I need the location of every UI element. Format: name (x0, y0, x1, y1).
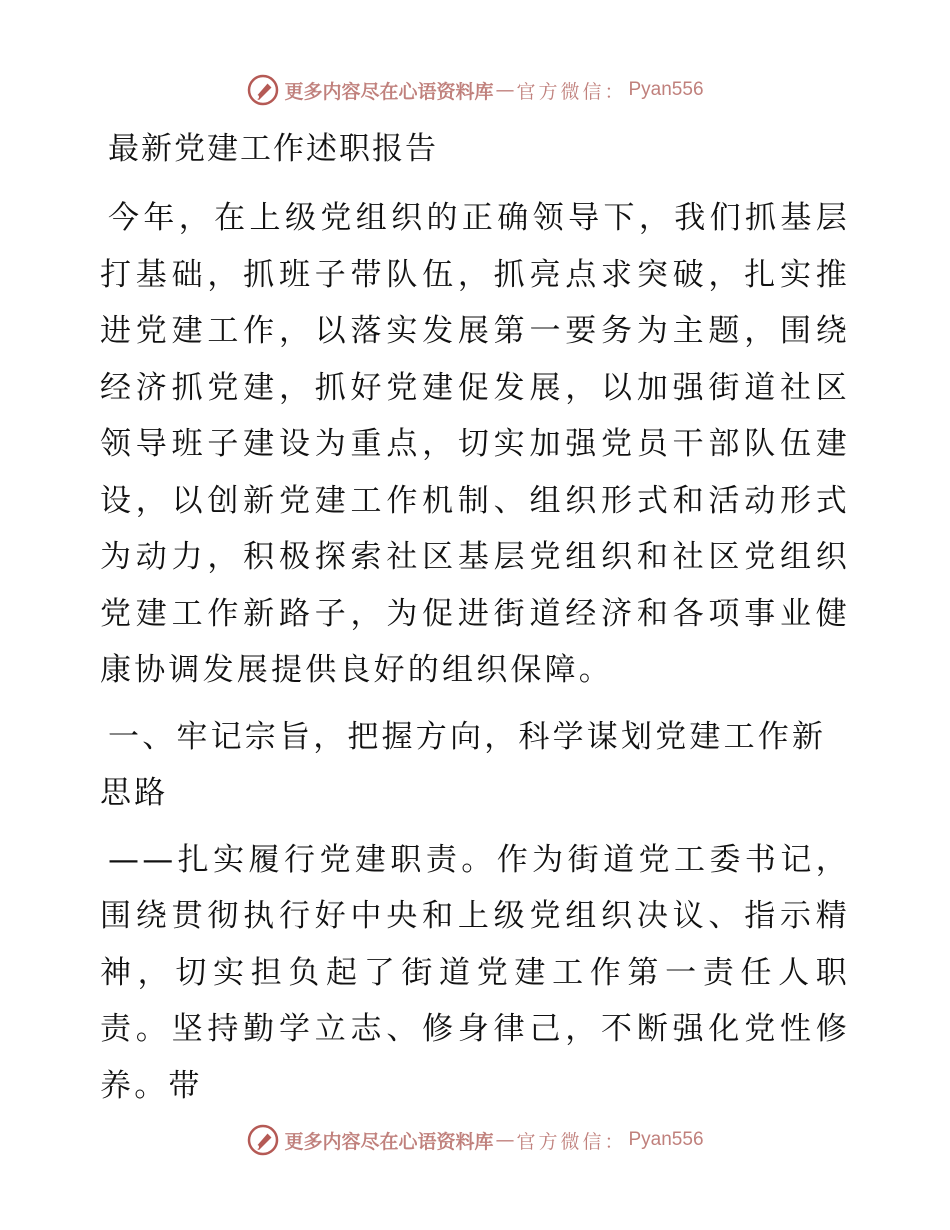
banner-wechat-label: 官方微信： (516, 1130, 627, 1153)
section-heading-1: 一、牢记宗旨，把握方向，科学谋划党建工作新思路 (100, 718, 827, 811)
banner-site-text: 更多内容尽在心语资料库 (284, 1130, 494, 1153)
banner-wechat-handle: Pyan556 (628, 1129, 704, 1150)
header-watermark-banner (0, 70, 950, 110)
document-title: 最新党建工作述职报告 (108, 131, 438, 167)
banner-wechat-handle: Pyan556 (628, 79, 704, 100)
pen-nib-logo-icon (246, 73, 280, 107)
banner-dash: — (495, 79, 515, 101)
banner-dash: — (495, 1129, 515, 1151)
pen-nib-logo-icon (246, 1123, 280, 1157)
banner-site-text: 更多内容尽在心语资料库 (284, 80, 494, 103)
banner-wechat-label: 官方微信： (516, 80, 627, 103)
paragraph-section-1: ——扎实履行党建职责。作为街道党工委书记，围绕贯彻执行好中央和上级党组织决议、指示精神，切实担负起了街道党建工作第一责任人职责。坚持勤学立志、修身律己，不断强化党性修养。带 (100, 841, 850, 1104)
document-body (100, 128, 850, 1124)
paragraph-intro: 今年，在上级党组织的正确领导下，我们抓基层打基础，抓班子带队伍，抓亮点求突破，扎实推进党建工作，以落实发展第一要务为主题，围绕经济抓党建，抓好党建促发展，以加强街道社区领导班子建设为重点，切实加强党员干部队伍建设，以创新党建工作机制、组织形式和活动形式为动力，积极探索社区基层党组织和社区党组织党建工作新路子，为促进街道经济和各项事业健康协调发展提供良好的组织保障。 (100, 200, 850, 688)
footer-watermark-banner (0, 1120, 950, 1160)
